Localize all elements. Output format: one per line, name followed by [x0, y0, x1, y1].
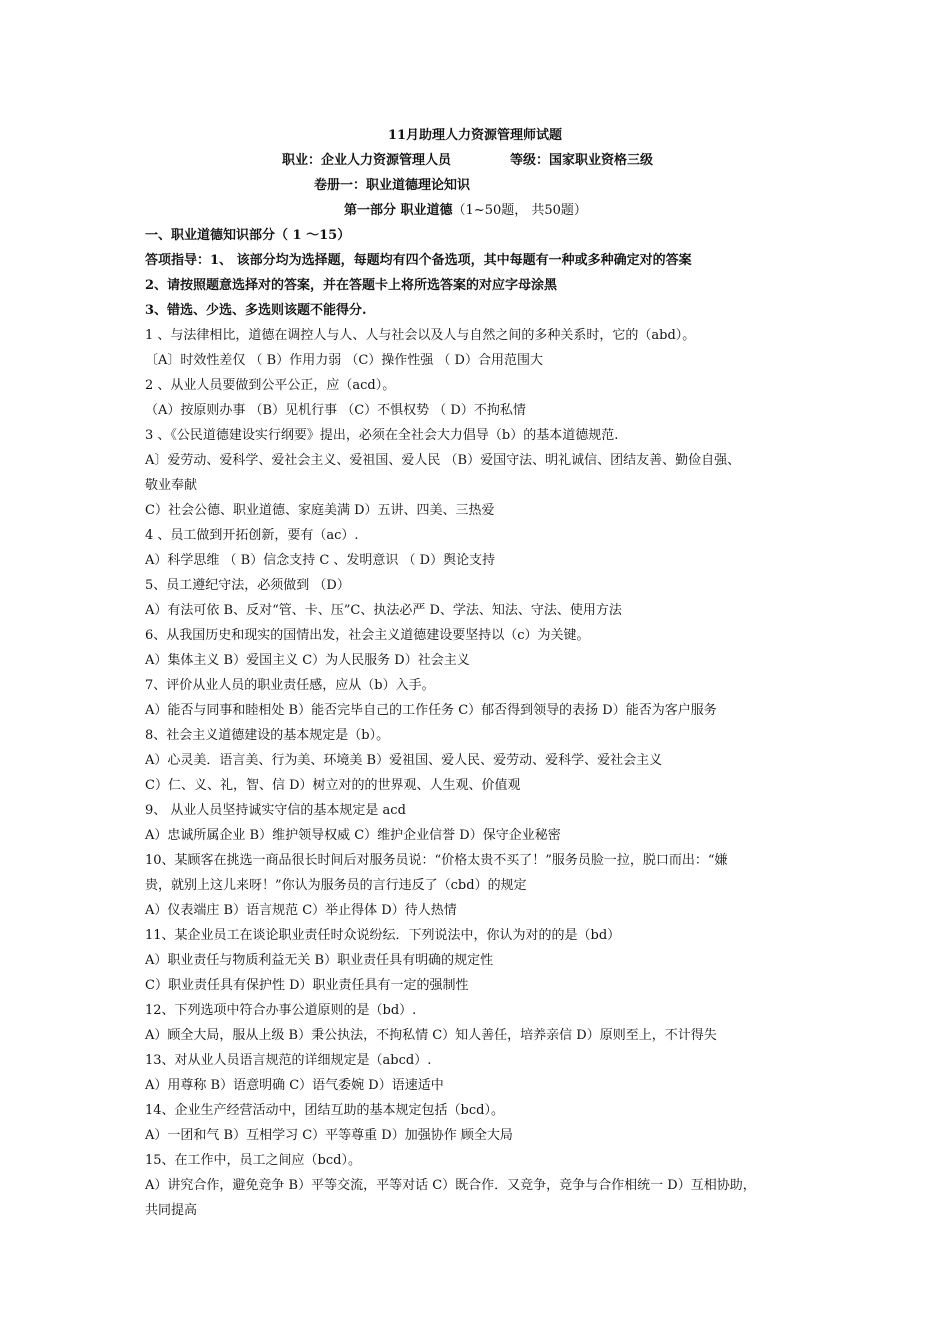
- question-line: 7、评价从业人员的职业责任感，应从（b）入手。: [145, 678, 435, 693]
- options-line: A）顾全大局，服从上级 B）秉公执法，不拘私情 C）知人善任，培养亲信 D）原则至上，不计得失: [145, 1028, 717, 1043]
- options-line: C）社会公德、职业道德、家庭美满 D）五讲、四美、三热爱: [145, 503, 495, 518]
- instruction-line: 2、请按照题意选择对的答案，并在答题卡上将所选答案的对应字母涂黑: [145, 278, 558, 293]
- question-line: 14、企业生产经营活动中，团结互助的基本规定包括（bcd）。: [145, 1103, 504, 1118]
- options-line: A）职业责任与物质利益无关 B）职业责任具有明确的规定性: [145, 953, 494, 968]
- question-line: 15、在工作中，员工之间应（bcd）。: [145, 1153, 361, 1168]
- question-line: 8、社会主义道德建设的基本规定是（b）。: [145, 728, 390, 743]
- options-line: A）一团和气 B）互相学习 C）平等尊重 D）加强协作 顾全大局: [145, 1128, 513, 1143]
- document-title: 11月助理人力资源管理师试题: [387, 128, 563, 143]
- grade-label: 等级：国家职业资格三级: [510, 153, 654, 168]
- section-heading: 一、职业道德知识部分（ 1 ～15）: [145, 228, 351, 243]
- instruction-line: 3、错选、少选、多选则该题不能得分.: [145, 303, 367, 318]
- instruction-line: 答项指导：1、 该部分均为选择题，每题均有四个备选项，其中每题有一种或多种确定对的答案: [145, 253, 692, 268]
- options-line: （A）按原则办事 （B）见机行事 （C）不惧权势 （ D）不拘私情: [145, 403, 526, 418]
- question-line: 5、员工遵纪守法，必须做到 （D）: [145, 578, 350, 593]
- question-line: 贵，就别上这儿来呀！”你认为服务员的言行违反了（cbd）的规定: [145, 878, 527, 893]
- options-line: 〔A〕时效性差仅 （ B）作用力弱 （C）操作性强 （ D）合用范围大: [145, 353, 543, 368]
- options-line: A）科学思维 （ B）信念支持 C 、发明意识 （ D）舆论支持: [145, 553, 496, 568]
- question-line: 3 、《公民道德建设实行纲要》提出，必须在全社会大力倡导（b）的基本道德规范.: [145, 428, 619, 443]
- question-line: 10、某顾客在挑选一商品很长时间后对服务员说：“价格太贵不买了！”服务员脸一拉，脱口而出：“嫌: [145, 853, 728, 868]
- part-range: （1~50题， 共50题）: [452, 203, 587, 218]
- question-line: 12、下列选项中符合办事公道原则的是（bd）.: [145, 1003, 417, 1018]
- options-line: 敬业奉献: [145, 478, 198, 493]
- volume-label: 卷册一：职业道德理论知识: [314, 178, 471, 193]
- question-line: 13、对从业人员语言规范的详细规定是（abcd）.: [145, 1053, 432, 1068]
- options-line: A）集体主义 B）爱国主义 C）为人民服务 D）社会主义: [145, 653, 470, 668]
- options-line: A）讲究合作，避免竞争 B）平等交流，平等对话 C）既合作．又竞争，竞争与合作相统一 D）互相协助，: [145, 1178, 756, 1193]
- question-line: 11、某企业员工在谈论职业责任时众说纷纭．下列说法中，你认为对的的是（bd）: [145, 928, 621, 943]
- options-line: 共同提高: [145, 1203, 198, 1218]
- options-line: A）忠诚所属企业 B）维护领导权威 C）维护企业信誉 D）保守企业秘密: [145, 828, 561, 843]
- options-line: A）能否与同事和睦相处 B）能否完毕自己的工作任务 C）郁否得到领导的表扬 D）能否为客户服务: [145, 703, 717, 718]
- options-line: C）仁、义、礼，智、信 D）树立对的的世界观、人生观、价值观: [145, 778, 521, 793]
- question-line: 1 、与法律相比，道德在调控人与人、人与社会以及人与自然之间的多种关系时，它的（abd）。: [145, 328, 696, 343]
- part-title: 第一部分 职业道德: [344, 203, 453, 218]
- options-line: A）心灵美．语言美、行为美、环境美 B）爱祖国、爱人民、爱劳动、爱科学、爱社会主义: [145, 753, 663, 768]
- question-line: 2 、从业人员要做到公平公正，应（acd）。: [145, 378, 396, 393]
- question-line: 4 、员工做到开拓创新，要有（ac）.: [145, 528, 359, 543]
- options-line: A）用尊称 B）语意明确 C）语气委婉 D）语速适中: [145, 1078, 444, 1093]
- options-line: A）有法可依 B、反对“管、卡、压”C、执法必严 D、学法、知法、守法、使用方法: [145, 603, 622, 618]
- options-line: A）仪表端庄 B）语言规范 C）举止得体 D）待人热情: [145, 903, 457, 918]
- options-line: A〕爱劳动、爱科学、爱社会主义、爱祖国、爱人民 （B）爱国守法、明礼诚信、团结友善、勤俭自强、: [145, 453, 741, 468]
- occupation-label: 职业：企业人力资源管理人员: [282, 153, 452, 168]
- question-line: 9、 从业人员坚持诚实守信的基本规定是 acd: [145, 803, 406, 818]
- part-heading: [344, 202, 587, 220]
- question-line: 6、从我国历史和现实的国情出发，社会主义道德建设要坚持以（c）为关键。: [145, 628, 590, 643]
- options-line: C）职业责任具有保护性 D）职业责任具有一定的强制性: [145, 978, 469, 993]
